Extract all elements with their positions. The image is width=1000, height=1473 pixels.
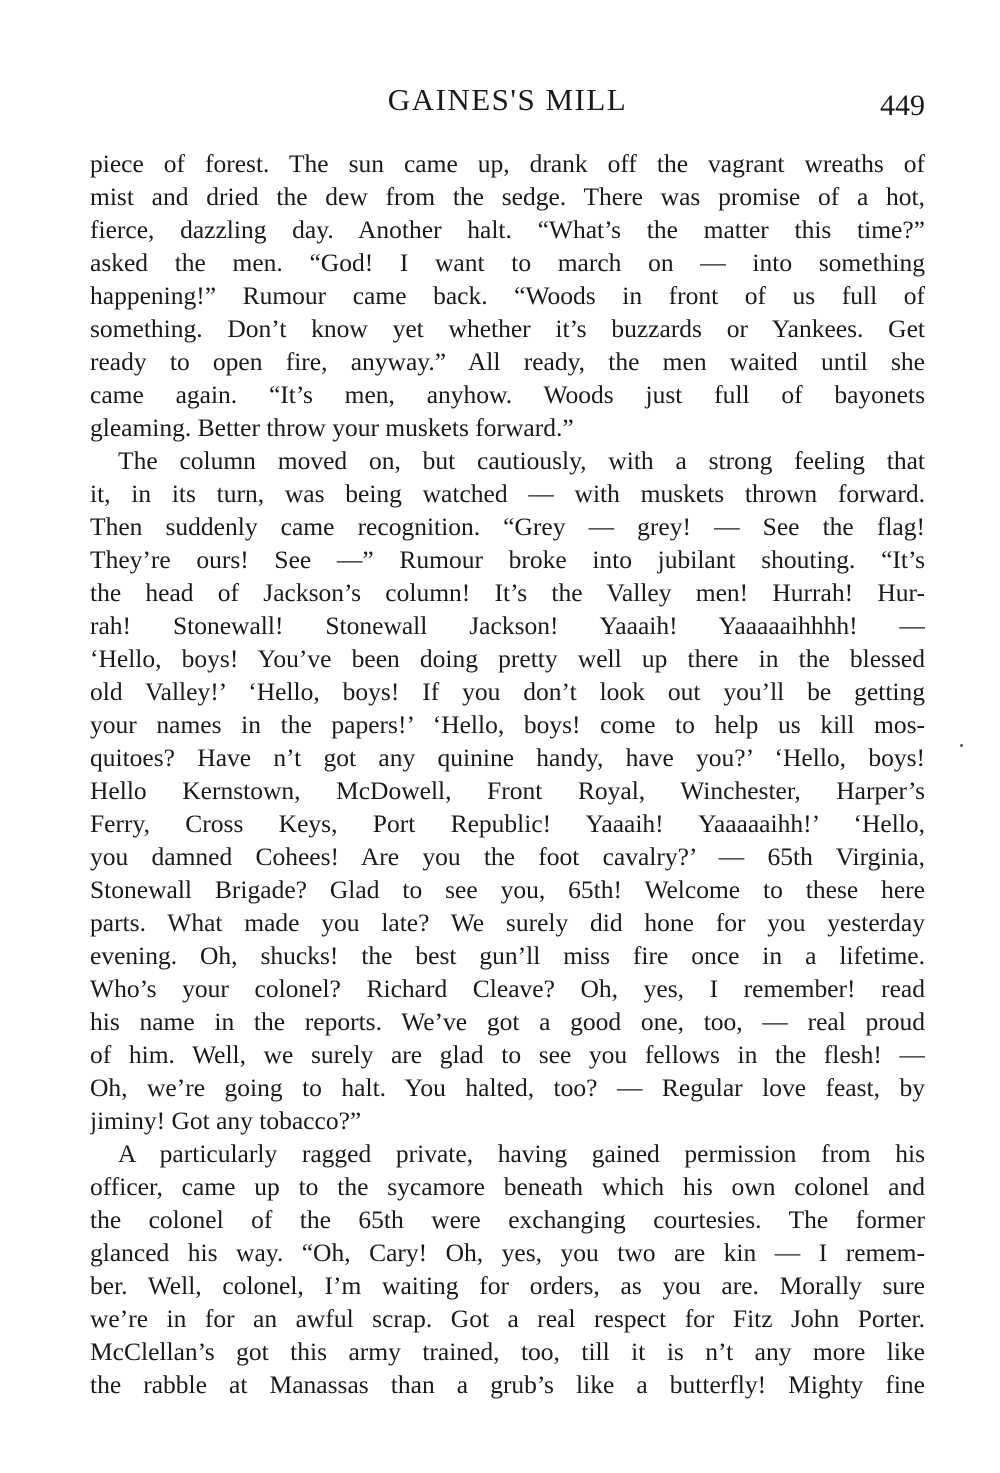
- text-line: quitoes? Have n’t got any quinine handy, have you?’ ‘Hello, boys!: [90, 743, 925, 772]
- chapter-title: GAINES'S MILL: [387, 82, 628, 117]
- paragraph-2: [90, 444, 925, 1137]
- text-line: A particularly ragged private, having gained permission from his: [118, 1139, 925, 1168]
- text-line: old Valley!’ ‘Hello, boys! If you don’t look out you’ll be getting: [90, 677, 925, 706]
- text-line: fierce, dazzling day. Another halt. “What’s the matter this time?”: [90, 215, 925, 244]
- text-line: Oh, we’re going to halt. You halted, too? — Regular love feast, by: [90, 1073, 925, 1102]
- text-line: officer, came up to the sycamore beneath which his own colonel and: [90, 1172, 925, 1201]
- text-line: gleaming. Better throw your muskets forward.”: [90, 413, 574, 442]
- text-line: his name in the reports. We’ve got a good one, too, — real proud: [90, 1007, 925, 1036]
- text-line: The column moved on, but cautiously, with a strong feeling that: [118, 446, 925, 475]
- text-line: parts. What made you late? We surely did hone for you yesterday: [90, 908, 925, 937]
- text-line: came again. “It’s men, anyhow. Woods just full of bayonets: [90, 380, 925, 409]
- text-line: Hello Kernstown, McDowell, Front Royal, Winchester, Harper’s: [90, 776, 925, 805]
- text-line: your names in the papers!’ ‘Hello, boys! come to help us kill mos-: [90, 710, 925, 739]
- text-line: ready to open fire, anyway.” All ready, the men waited until she: [90, 347, 925, 376]
- text-line: piece of forest. The sun came up, drank off the vagrant wreaths of: [90, 149, 925, 178]
- body-text: [90, 147, 925, 1401]
- running-head: [90, 82, 925, 126]
- text-line: the head of Jackson’s column! It’s the Valley men! Hurrah! Hur-: [90, 578, 925, 607]
- text-line: of him. Well, we surely are glad to see you fellows in the flesh! —: [90, 1040, 925, 1069]
- text-line: you damned Cohees! Are you the foot cavalry?’ — 65th Virginia,: [90, 842, 925, 871]
- text-line: ‘Hello, boys! You’ve been doing pretty well up there in the blessed: [90, 644, 925, 673]
- scan-speck: [960, 744, 963, 747]
- text-line: we’re in for an awful scrap. Got a real respect for Fitz John Porter.: [90, 1304, 925, 1333]
- text-line: Ferry, Cross Keys, Port Republic! Yaaaih! Yaaaaaihh!’ ‘Hello,: [90, 809, 925, 838]
- text-line: evening. Oh, shucks! the best gun’ll miss fire once in a lifetime.: [90, 941, 925, 970]
- text-line: rah! Stonewall! Stonewall Jackson! Yaaaih! Yaaaaaihhhh! —: [90, 611, 925, 640]
- text-line: Who’s your colonel? Richard Cleave? Oh, yes, I remember! read: [90, 974, 925, 1003]
- text-line: Then suddenly came recognition. “Grey — grey! — See the flag!: [90, 512, 925, 541]
- text-line: the rabble at Manassas than a grub’s like a butterfly! Mighty fine: [90, 1370, 925, 1399]
- text-line: something. Don’t know yet whether it’s buzzards or Yankees. Get: [90, 314, 925, 343]
- page-number: 449: [880, 89, 925, 122]
- text-line: asked the men. “God! I want to march on — into something: [90, 248, 925, 277]
- text-line: happening!” Rumour came back. “Woods in front of us full of: [90, 281, 925, 310]
- text-line: it, in its turn, was being watched — with muskets thrown forward.: [90, 479, 925, 508]
- paragraph-1: [90, 147, 925, 444]
- text-line: ber. Well, colonel, I’m waiting for orders, as you are. Morally sure: [90, 1271, 925, 1300]
- text-line: glanced his way. “Oh, Cary! Oh, yes, you two are kin — I remem-: [90, 1238, 925, 1267]
- text-line: Stonewall Brigade? Glad to see you, 65th! Welcome to these here: [90, 875, 925, 904]
- text-line: the colonel of the 65th were exchanging courtesies. The former: [90, 1205, 925, 1234]
- text-line: jiminy! Got any tobacco?”: [90, 1106, 362, 1135]
- text-line: They’re ours! See —” Rumour broke into jubilant shouting. “It’s: [90, 545, 925, 574]
- text-line: mist and dried the dew from the sedge. There was promise of a hot,: [90, 182, 925, 211]
- text-line: McClellan’s got this army trained, too, till it is n’t any more like: [90, 1337, 925, 1366]
- paragraph-3: [90, 1137, 925, 1401]
